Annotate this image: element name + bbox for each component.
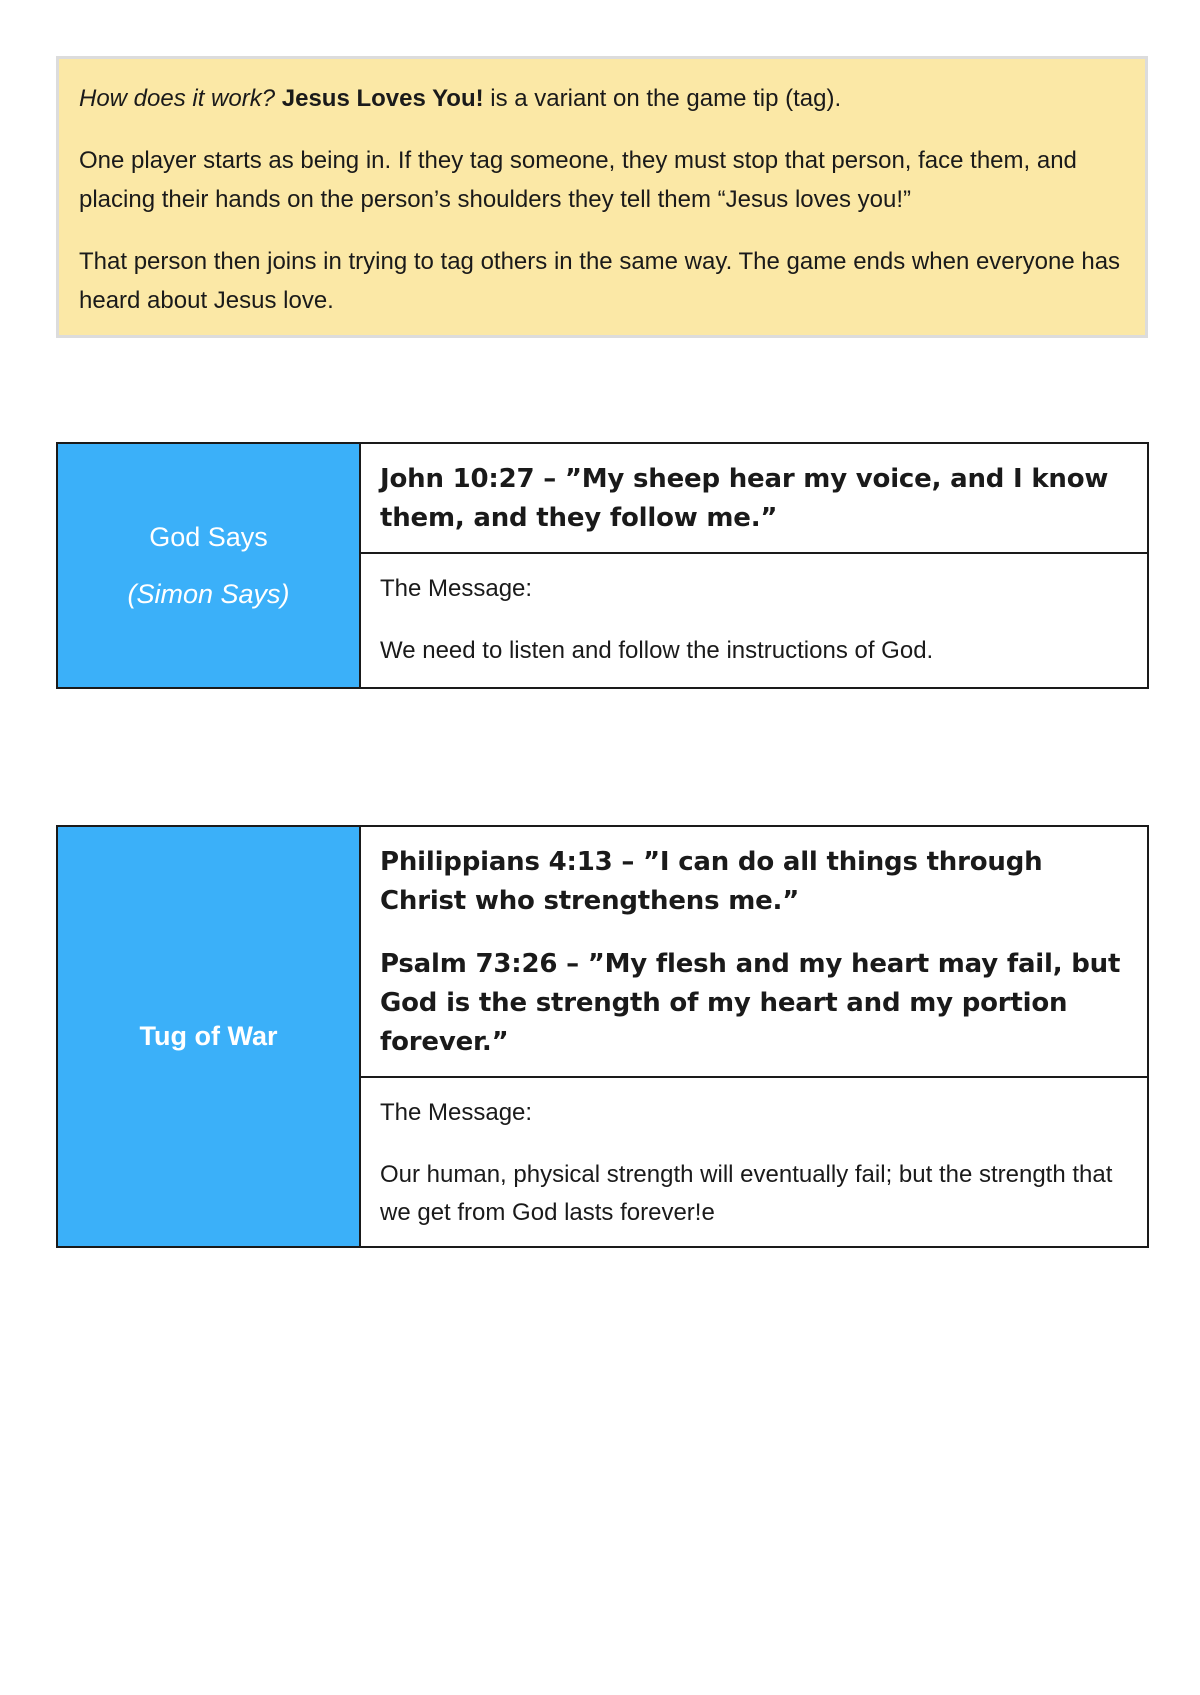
message-text: Our human, physical strength will eventually fail; but the strength that we get from God lasts forever!e bbox=[380, 1161, 1113, 1226]
verse-cell bbox=[360, 826, 1148, 1077]
game-title: Tug of War bbox=[139, 1021, 278, 1051]
verse-cell bbox=[360, 443, 1148, 553]
game-alt-title: (Simon Says) bbox=[127, 578, 290, 609]
game-card-tug-of-war bbox=[56, 825, 1149, 1248]
message-cell bbox=[360, 553, 1148, 688]
bible-verse: John 10:27 – ”My sheep hear my voice, and I know them, and they follow me.” bbox=[380, 464, 1109, 533]
message-label: The Message: bbox=[380, 575, 533, 602]
message-label: The Message: bbox=[380, 1099, 533, 1126]
bible-verse: Psalm 73:26 – ”My flesh and my heart may fail, but God is the strength of my heart and my portion forever.” bbox=[380, 949, 1121, 1057]
intro-rest: is a variant on the game tip (tag). bbox=[483, 85, 842, 112]
game-card-god-says bbox=[56, 442, 1149, 689]
game-title-cell bbox=[57, 443, 360, 688]
end-paragraph: That person then joins in trying to tag others in the same way. The game ends when everyone has heard about Jesus love. bbox=[79, 248, 1121, 314]
bible-verse: Philippians 4:13 – ”I can do all things through Christ who strengthens me.” bbox=[380, 847, 1043, 916]
game-title: God Says bbox=[149, 521, 268, 552]
question-label: How does it work? bbox=[79, 85, 276, 112]
message-cell bbox=[360, 1077, 1148, 1247]
message-text: We need to listen and follow the instructions of God. bbox=[380, 637, 934, 664]
game-title-cell bbox=[57, 826, 360, 1247]
game-name-jesus-loves-you: Jesus Loves You! bbox=[281, 85, 484, 112]
how-it-works-box bbox=[56, 56, 1148, 338]
intro-line bbox=[79, 79, 1125, 118]
rules-paragraph: One player starts as being in. If they tag someone, they must stop that person, face them, and placing their hands on the person’s shoulders they tell them “Jesus loves you!” bbox=[79, 147, 1077, 213]
